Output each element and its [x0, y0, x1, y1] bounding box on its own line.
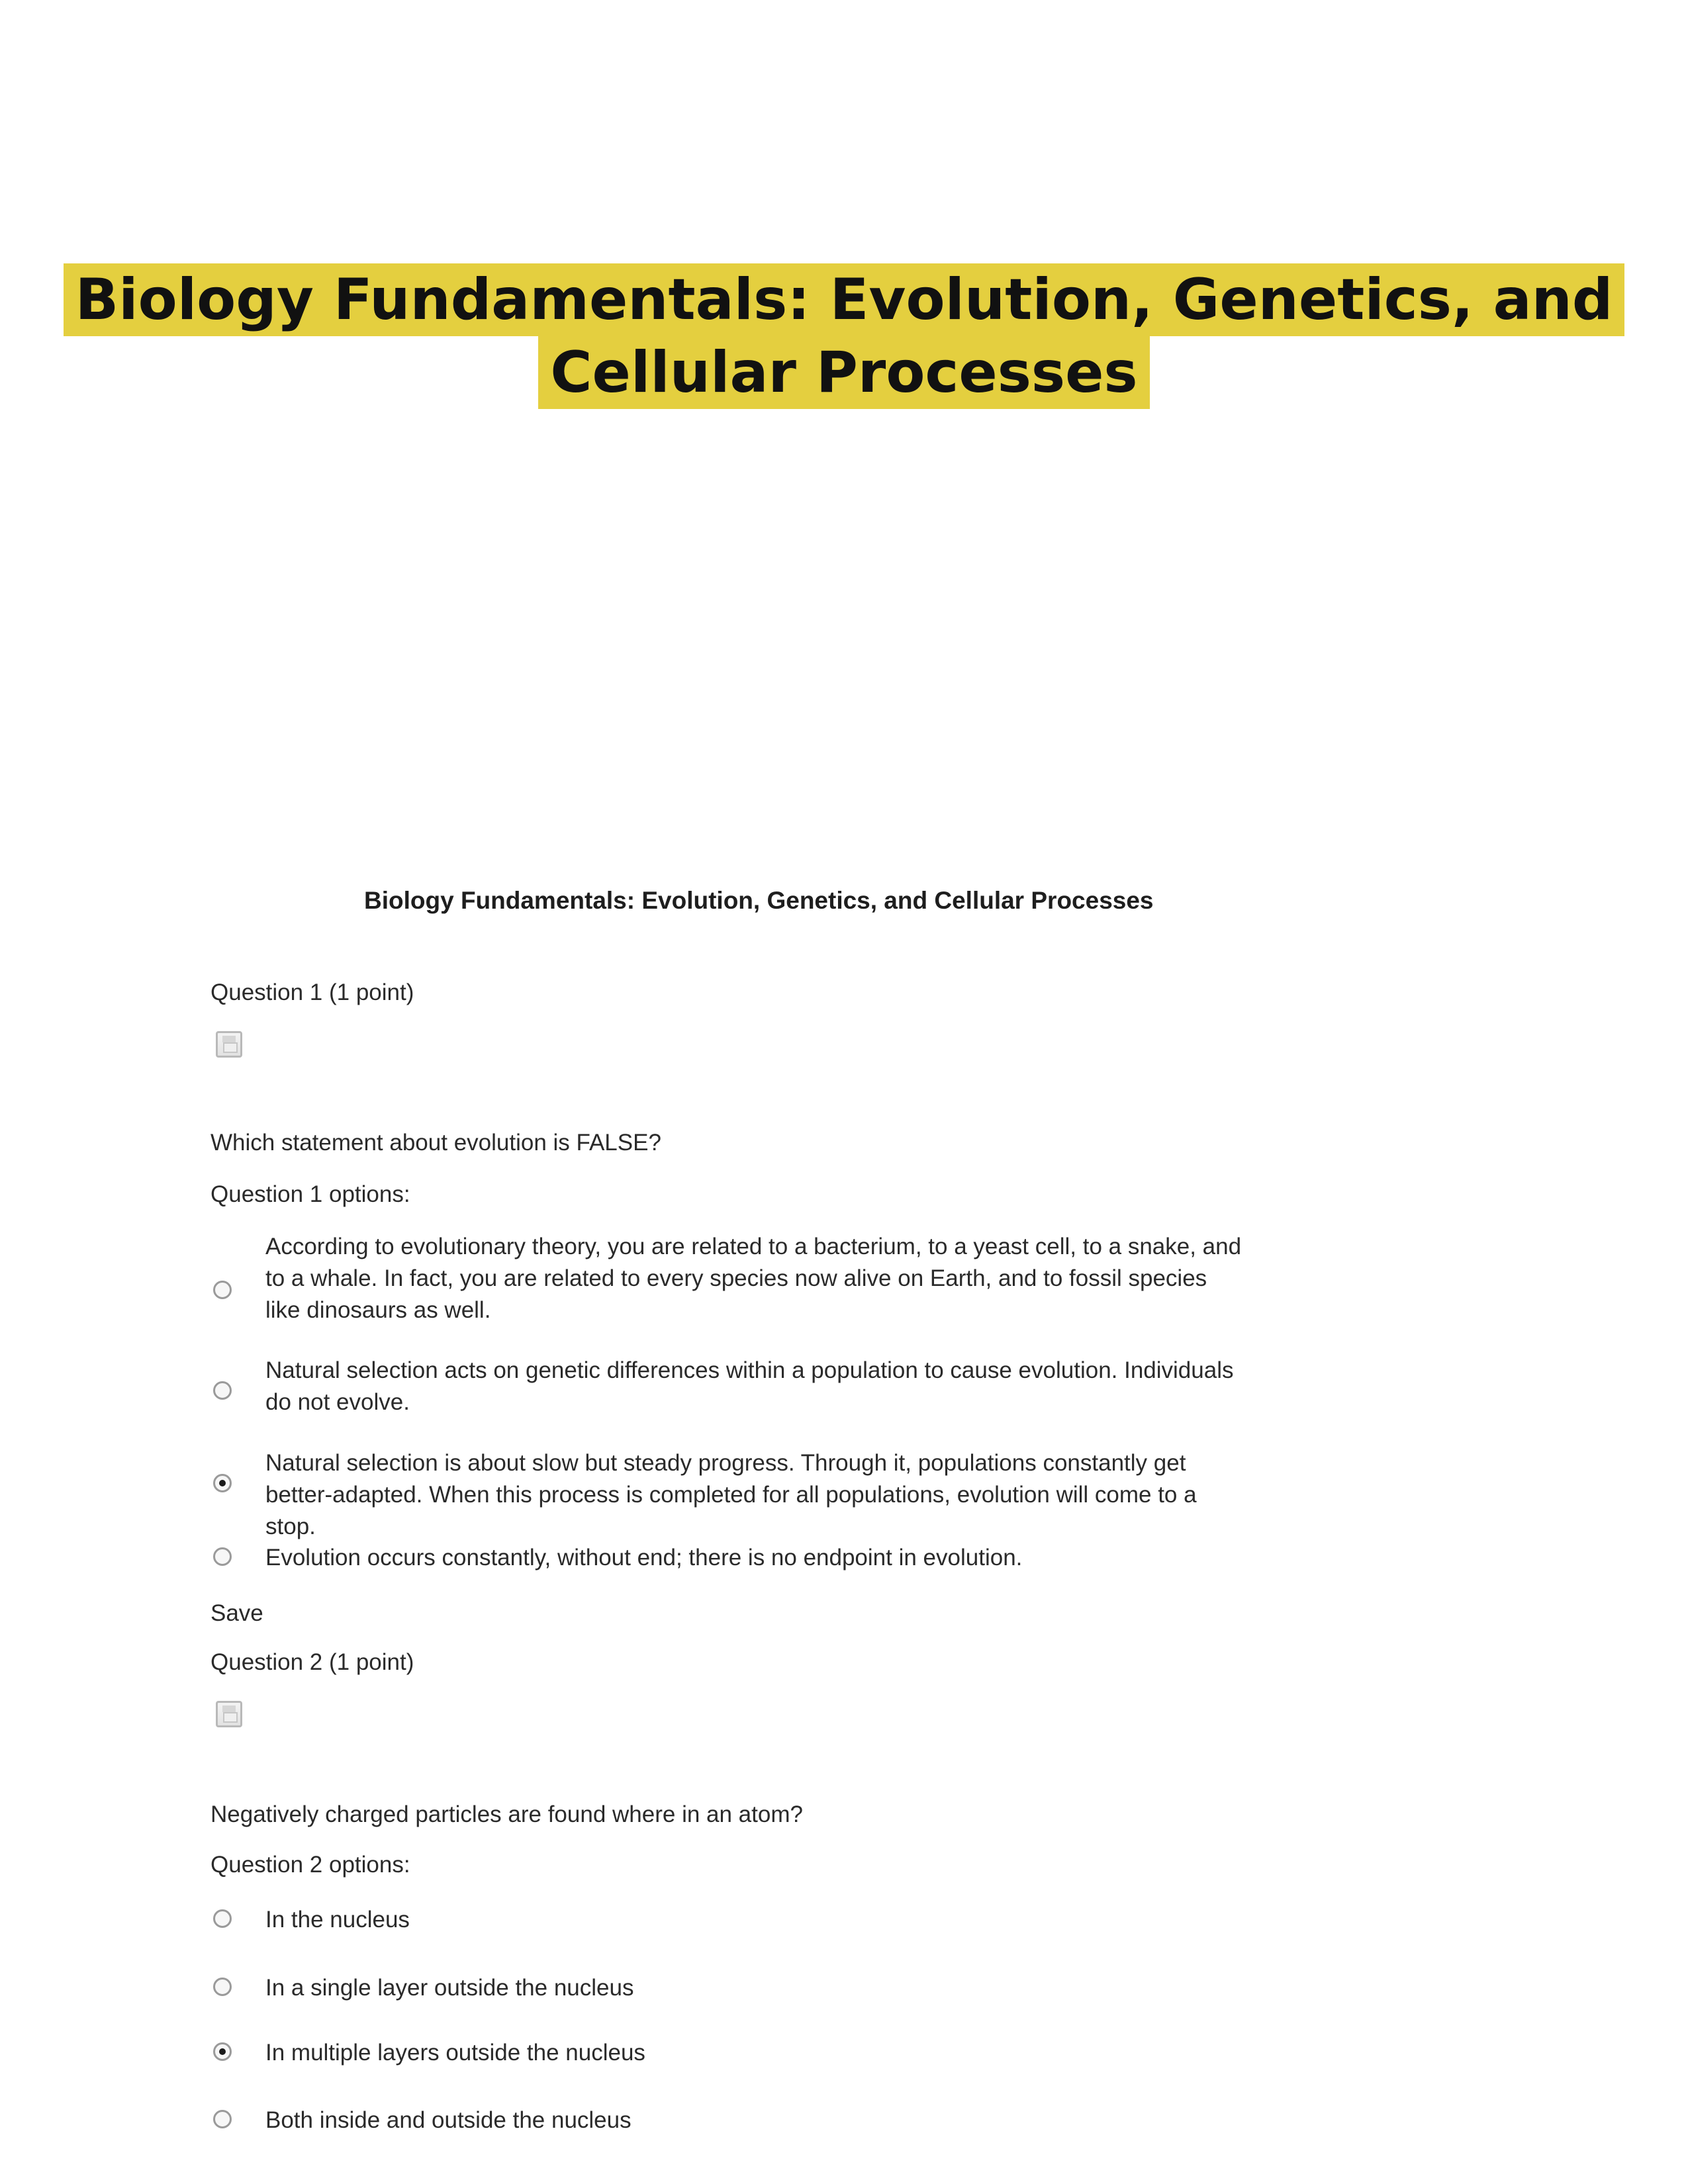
option-label: Natural selection acts on genetic differences within a population to cause evolution. Individuals do not evolve.: [265, 1357, 1234, 1415]
radio-button-selected[interactable]: [213, 2042, 232, 2061]
radio-button[interactable]: [213, 1978, 232, 1996]
question-2-prompt: Negatively charged particles are found where in an atom?: [211, 1801, 803, 1827]
document-title-line-1: Biology Fundamentals: Evolution, Genetics, and: [64, 263, 1625, 336]
radio-button[interactable]: [213, 1281, 232, 1299]
option-label: Both inside and outside the nucleus: [265, 2107, 632, 2133]
question-1-prompt: Which statement about evolution is FALSE?: [211, 1130, 661, 1156]
radio-button[interactable]: [213, 1381, 232, 1400]
save-icon[interactable]: [216, 1701, 242, 1727]
option-label: In a single layer outside the nucleus: [265, 1975, 634, 2001]
option-label: In the nucleus: [265, 1907, 410, 1933]
question-2-options-label: Question 2 options:: [211, 1852, 410, 1878]
document-title: [0, 263, 1688, 409]
radio-button-selected[interactable]: [213, 1474, 232, 1492]
radio-button[interactable]: [213, 2110, 232, 2128]
option-label: In multiple layers outside the nucleus: [265, 2040, 645, 2066]
document-title-line-2: Cellular Processes: [538, 336, 1149, 409]
question-1-heading: Question 1 (1 point): [211, 979, 414, 1005]
question-1-options-label: Question 1 options:: [211, 1181, 410, 1207]
save-icon[interactable]: [216, 1031, 242, 1058]
radio-button[interactable]: [213, 1909, 232, 1928]
save-button[interactable]: Save: [211, 1600, 263, 1626]
quiz-title: Biology Fundamentals: Evolution, Genetics, and Cellular Processes: [364, 887, 1154, 914]
option-label: Natural selection is about slow but steady progress. Through it, populations constantly get better-adapted. When this process is completed for all populations, evolution will come to a stop.: [265, 1450, 1197, 1539]
quiz-screenshot: [211, 880, 1283, 2184]
option-label: According to evolutionary theory, you are related to a bacterium, to a yeast cell, to a snake, and to a whale. In fact, you are related to every species now alive on Earth, and to fossil species like dinosaurs as well.: [265, 1234, 1242, 1323]
question-2-heading: Question 2 (1 point): [211, 1649, 414, 1675]
option-label: Evolution occurs constantly, without end; there is no endpoint in evolution.: [265, 1545, 1023, 1570]
radio-button[interactable]: [213, 1547, 232, 1566]
